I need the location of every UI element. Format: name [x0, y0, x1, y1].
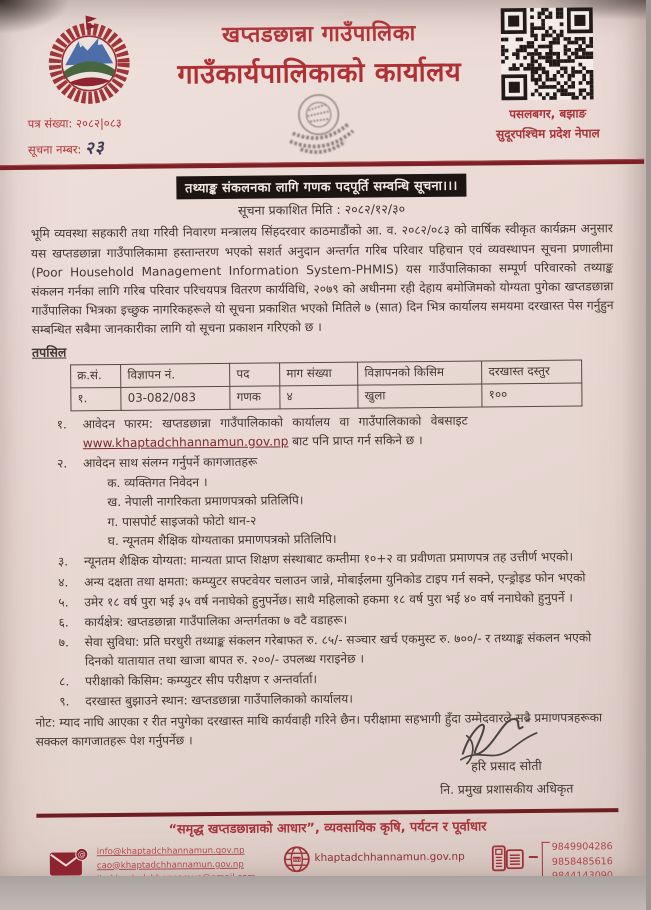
list-item-3: ३. न्यूनतम शैक्षिक योग्यता: मान्यता प्राप्त शिक्षण संस्थाबाट कम्तीमा १०+२ वा प्रवीणता प्रमाणपत्र तह उत्तीर्ण भएको। [58, 548, 618, 572]
note-paragraph: नोट: म्याद नाघि आएका र रीत नपुगेका दरखास्त माथि कार्यवाही गरिने छैन। परीक्षामा सहभागी हुँदा उम्मेदवारले सबै प्रमाणपत्रहरूका सक्कल कागजातहरू पेश गर्नुपर्नेछ । [35, 710, 603, 750]
item1-text-after: बाट पनि प्राप्त गर्न सकिने छ । [288, 432, 423, 449]
signature-block [398, 713, 614, 799]
website-group [281, 843, 465, 875]
footer-tagline: “समृद्ध खप्तडछान्नाको आधार”, व्यवसायिक कृषि, पर्यटन र पूर्वाधार [168, 819, 487, 838]
item1-text: आवेदन फारम: खप्तडछान्ना गाउँपालिकाको कार्यालय वा गाउँपालिकाको वेबसाइट [82, 413, 468, 432]
phone-number-1: 9849904286 [551, 841, 613, 854]
phone-fax-icon [491, 842, 525, 872]
address-line-2: सुदूरपश्चिम प्रदेश नेपाल [495, 126, 600, 142]
office-round-stamp [268, 86, 371, 160]
cell-application-fee: १०० [482, 383, 582, 407]
cell-demand-count: ४ [280, 385, 358, 409]
col-application-fee: दरखास्त दस्तुर [482, 360, 582, 384]
notice-no-value-handwritten: २३ [84, 136, 106, 159]
letter-no-value: २०८२|०८३ [75, 115, 122, 131]
signatory-designation: नि. प्रमुख प्रशासकीय अधिकृत [439, 781, 574, 798]
list-item-9: ९. दरखास्त बुझाउने स्थान: खप्तडछान्ना गाउँपालिकाको कार्यालय। [59, 687, 619, 711]
item7-text: सेवा सुविधा: प्रति घरधुरी तथ्याङ्क संकलन गरेबाफत रु. ८५/- सञ्चार खर्च एकमुस्ट रु. ७००/- र तथ्याङ्क संकलन भएको दिनको यातायात तथा खाजा बापत रु. २००/- उपलब्ध गराइनेछ । [84, 630, 592, 669]
vacancy-table [70, 359, 582, 411]
item3-text: न्यूनतम शैक्षिक योग्यता: मान्यता प्राप्त शिक्षण संस्थाबाट कम्तीमा १०+२ वा प्रवीणता प्रमाणपत्र तह उत्तीर्ण भएको। [83, 550, 574, 569]
phone-number-2: 9858485616 [551, 855, 613, 868]
connector-dash [529, 856, 538, 858]
publish-date-line: सूचना प्रकाशित मिति : २०८२/१२/३० [238, 201, 406, 219]
item8-text: परीक्षाको किसिम: कम्प्युटर सीप परीक्षण र अन्तर्वार्ता। [85, 672, 318, 689]
svg-text:@: @ [77, 850, 86, 860]
col-advert-no: विज्ञापन नं. [121, 363, 230, 387]
list-item-7: ७. सेवा सुविधा: प्रति घरधुरी तथ्याङ्क संकलन गरेबाफत रु. ८५/- सञ्चार खर्च एकमुस्ट रु. ७००/- र तथ्याङ्क संकलन भएको दिनको यातायात तथा खाजा बापत रु. २००/- उपलब्ध गराइनेछ । [59, 628, 619, 672]
list-item-1: १. आवेदन फारम: खप्तडछान्ना गाउँपालिकाको कार्यालय वा गाउँपालिकाको वेबसाइट www.khaptadchhannamun.gov.np बाट पनि प्राप्त गर्न सकिने छ । [56, 413, 468, 451]
notice-no-label: सूचना नम्बर: [27, 141, 82, 157]
letterhead [27, 3, 614, 163]
notice-body-paragraph: भूमि व्यवस्था सहकारी तथा गरिवी निवारण मन्त्रालय सिंहदरवार काठमाडौंको आ. व. २०८२/०८३ को वार्षिक स्वीकृत कार्यक्रम अनुसार यस खप्तडछान्ना गाउँपालिकामा हस्तान्तरण भएको सशर्त अनुदान अन्तर्गत गरिब परिवार पहिचान एवं व्यवस्थापन सूचना प्रणालीमा (Poor Household Management Information System-PHMIS) यस गाउँपालिकाका सम्पूर्ण परिवारको तथ्याङ्क संकलन गर्नका लागि गरिब परिवार परिचयपत्र वितरण कार्यविधि, २०७९ को अधीनमा रही देहाय बमोजिमको योग्यता पुगेका खप्तडछान्ना गाउँपालिका भित्रका इच्छुक नागरिकहरूले यो सूचना प्रकाशित भएको मितिले ७ (सात) दिन भित्र कार्यालय समयमा दरखास्त पेस गर्नुहुन सम्बन्धित सबैमा जानकारीका लागि यो सूचना प्रकाशन गरिएको छ । [30, 221, 614, 337]
col-demand-count: माग संख्या [280, 362, 358, 386]
email-cao[interactable]: cao@khaptadchhannamun.gov.np [96, 859, 244, 871]
col-advert-type: विज्ञापनको किसिम [358, 361, 482, 385]
qr-code [501, 7, 594, 100]
email-envelope-icon [49, 849, 89, 879]
item2-text: आवेदन साथ संलग्न गर्नुपर्ने कागजातहरू [82, 454, 258, 471]
list-item-4: ४. अन्य दक्षता तथा क्षमता: कम्प्युटर सफ्टवेयर चलाउन जान्ने, मोबाईलमा युनिकोड टाइप गर्न सक्ने, एन्ड्रोइड फोन भएको [58, 568, 618, 592]
municipality-emblem-logo [35, 12, 144, 109]
sub-item-kha: ख. नेपाली नागरिकता प्रमाणपत्रको प्रतिलिपि। [107, 493, 304, 510]
list-item-8: ८. परीक्षाको किसिम: कम्प्युटर सीप परीक्षण र अन्तर्वार्ता। [59, 667, 619, 691]
list-item-2: २. आवेदन साथ संलग्न गर्नुपर्ने कागजातहरू [57, 449, 617, 473]
item5-text: उमेर १८ वर्ष पुरा भई ३५ वर्ष ननाघेको हुनुपर्नेछ। साथै महिलाको हकमा १८ वर्ष पुरा भई ४० वर्ष ननाघेको हुनुपर्ने । [84, 590, 574, 609]
office-name: गाउँकार्यपालिकाको कार्यालय [177, 56, 462, 91]
cell-advert-no: 03-082/083 [121, 386, 230, 410]
table-row [71, 383, 582, 411]
photo-background-strip [0, 876, 646, 910]
tapasil-heading: तपसिल [31, 344, 67, 360]
item6-text: कार्यक्षेत्र: खप्तडछान्ना गाउँपालिका अन्तर्गतका ७ वटै वडाहरू। [84, 612, 348, 629]
cell-advert-type: खुला [358, 384, 482, 408]
conditions-list [31, 410, 620, 712]
sub-item-gha: घ. न्यूनतम शैक्षिक योग्यताका प्रमाणपत्रको प्रतिलिपि। [107, 531, 337, 549]
letter-no-label: पत्र संख्या: [27, 116, 73, 131]
office-address [482, 103, 614, 145]
notice-title-bar: तथ्याङ्क संकलनका लागि गणक पदपूर्ति सम्वन्धि सूचना।।। [176, 174, 467, 200]
address-line-1: पसलबगर, बझाङ [509, 106, 587, 122]
col-post: पद [230, 363, 280, 386]
cell-post: गणक [230, 386, 280, 409]
list-item-5: ५. उमेर १८ वर्ष पुरा भई ३५ वर्ष ननाघेको हुनुपर्नेछ। साथै महिलाको हकमा १८ वर्ष पुरा भई ४० वर्ष ननाघेको हुनुपर्ने । [58, 588, 618, 612]
municipality-name: खप्तडछान्ना गाउँपालिका [221, 21, 416, 48]
item4-text: अन्य दक्षता तथा क्षमता: कम्प्युटर सफ्टवेयर चलाउन जान्ने, मोबाईलमा युनिकोड टाइप गर्न सक्ने, एन्ड्रोइड फोन भएको [84, 569, 586, 589]
sub-item-ga: ग. पासपोर्ट साइजको फोटो थान-२ [107, 513, 257, 529]
email-info[interactable]: info@khaptadchhannamun.gov.np [96, 846, 245, 858]
reference-numbers [28, 114, 158, 164]
col-serial-no: क्र.सं. [71, 364, 122, 387]
item9-text: दरखास्त बुझाउने स्थान: खप्तडछान्ना गाउँपालिकाको कार्यालय। [85, 691, 353, 709]
list-item-6: ६. कार्यक्षेत्र: खप्तडछान्ना गाउँपालिका अन्तर्गतका ७ वटै वडाहरू। [58, 608, 618, 632]
website-link[interactable]: www.khaptadchhannamun.gov.np [82, 434, 289, 451]
website-url[interactable]: khaptadchhannamun.gov.np [314, 851, 465, 865]
sub-item-ka: क. व्यक्तिगत निवेदन । [107, 475, 208, 491]
cell-serial-no: १. [71, 387, 122, 410]
svg-text:www: www [291, 858, 302, 864]
globe-icon [281, 844, 311, 874]
signatory-name: हरि प्रसाद सोती [471, 758, 542, 774]
